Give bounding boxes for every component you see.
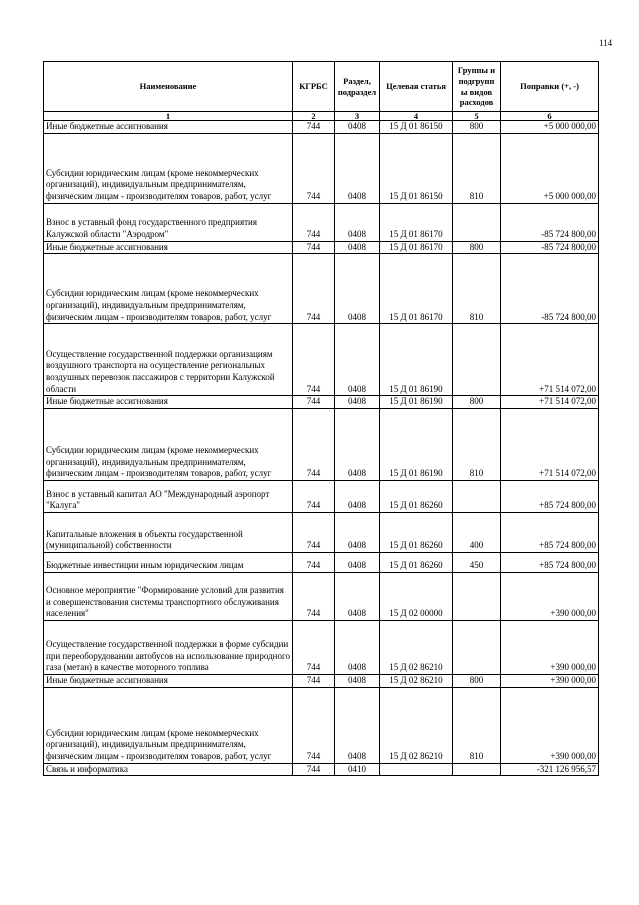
row-group-cell <box>453 573 501 621</box>
row-amount-cell: +390 000,00 <box>501 687 599 763</box>
column-number: 1 <box>44 112 293 121</box>
row-name-cell: Взнос в уставный капитал АО "Международный аэропорт "Калуга" <box>44 481 293 513</box>
table-row <box>44 553 599 573</box>
row-amount-cell: -85 724 800,00 <box>501 254 599 324</box>
row-name-cell: Субсидии юридическим лицам (кроме некоммерческих организаций), индивидуальным предпринимателям, физическим лицам - производителям товаров, работ, услуг <box>44 409 293 481</box>
row-amount-cell: +85 724 800,00 <box>501 553 599 573</box>
row-section-cell: 0408 <box>335 573 380 621</box>
table-row <box>44 409 599 481</box>
row-article-cell: 15 Д 01 86190 <box>380 409 453 481</box>
table-row <box>44 573 599 621</box>
row-section-cell: 0408 <box>335 133 380 203</box>
row-group-cell: 810 <box>453 254 501 324</box>
row-kgrbs-cell: 744 <box>293 687 335 763</box>
row-article-cell: 15 Д 01 86150 <box>380 133 453 203</box>
row-article-cell: 15 Д 01 86260 <box>380 553 453 573</box>
table-row <box>44 763 599 776</box>
column-number: 6 <box>501 112 599 121</box>
row-kgrbs-cell: 744 <box>293 513 335 553</box>
table-row <box>44 324 599 396</box>
row-group-cell: 810 <box>453 133 501 203</box>
table-row <box>44 687 599 763</box>
row-section-cell: 0408 <box>335 396 380 409</box>
row-group-cell <box>453 324 501 396</box>
row-section-cell: 0408 <box>335 324 380 396</box>
row-amount-cell: -85 724 800,00 <box>501 241 599 254</box>
row-group-cell: 400 <box>453 513 501 553</box>
row-name-cell: Субсидии юридическим лицам (кроме некоммерческих организаций), индивидуальным предпринимателям, физическим лицам - производителям товаров, работ, услуг <box>44 254 293 324</box>
row-kgrbs-cell: 744 <box>293 409 335 481</box>
row-kgrbs-cell: 744 <box>293 241 335 254</box>
row-name-cell: Субсидии юридическим лицам (кроме некоммерческих организаций), индивидуальным предпринимателям, физическим лицам - производителям товаров, работ, услуг <box>44 133 293 203</box>
budget-table <box>43 61 599 776</box>
row-section-cell: 0408 <box>335 409 380 481</box>
row-article-cell: 15 Д 01 86170 <box>380 203 453 241</box>
row-amount-cell: +390 000,00 <box>501 621 599 675</box>
row-amount-cell: +71 514 072,00 <box>501 324 599 396</box>
row-group-cell: 800 <box>453 121 501 134</box>
row-article-cell: 15 Д 01 86170 <box>380 254 453 324</box>
column-number-row <box>44 112 599 121</box>
row-article-cell <box>380 763 453 776</box>
row-group-cell <box>453 481 501 513</box>
row-article-cell: 15 Д 01 86190 <box>380 324 453 396</box>
table-row <box>44 621 599 675</box>
row-article-cell: 15 Д 01 86260 <box>380 481 453 513</box>
row-amount-cell: +71 514 072,00 <box>501 396 599 409</box>
row-kgrbs-cell: 744 <box>293 481 335 513</box>
column-header-group: Группы и подгрупп ы видов расходов <box>453 62 501 112</box>
table-row <box>44 481 599 513</box>
column-number: 3 <box>335 112 380 121</box>
row-section-cell: 0410 <box>335 763 380 776</box>
row-group-cell: 450 <box>453 553 501 573</box>
column-header-article: Целевая статья <box>380 62 453 112</box>
column-header-section: Раздел, подраздел <box>335 62 380 112</box>
row-article-cell: 15 Д 02 00000 <box>380 573 453 621</box>
row-group-cell <box>453 203 501 241</box>
row-article-cell: 15 Д 02 86210 <box>380 687 453 763</box>
row-amount-cell: +85 724 800,00 <box>501 481 599 513</box>
row-name-cell: Субсидии юридическим лицам (кроме некоммерческих организаций), индивидуальным предпринимателям, физическим лицам - производителям товаров, работ, услуг <box>44 687 293 763</box>
row-kgrbs-cell: 744 <box>293 621 335 675</box>
table-row <box>44 133 599 203</box>
row-group-cell <box>453 621 501 675</box>
row-group-cell: 810 <box>453 687 501 763</box>
row-kgrbs-cell: 744 <box>293 763 335 776</box>
row-kgrbs-cell: 744 <box>293 675 335 688</box>
row-section-cell: 0408 <box>335 513 380 553</box>
table-row <box>44 254 599 324</box>
row-group-cell <box>453 763 501 776</box>
row-section-cell: 0408 <box>335 203 380 241</box>
row-article-cell: 15 Д 01 86190 <box>380 396 453 409</box>
row-group-cell: 810 <box>453 409 501 481</box>
table-row <box>44 203 599 241</box>
row-section-cell: 0408 <box>335 621 380 675</box>
row-amount-cell: +390 000,00 <box>501 573 599 621</box>
row-name-cell: Иные бюджетные ассигнования <box>44 241 293 254</box>
row-kgrbs-cell: 744 <box>293 133 335 203</box>
page-number: 114 <box>599 38 613 48</box>
column-number: 5 <box>453 112 501 121</box>
table-row <box>44 396 599 409</box>
column-header-kgrbs: КГРБС <box>293 62 335 112</box>
row-name-cell: Иные бюджетные ассигнования <box>44 675 293 688</box>
column-header-name: Наименование <box>44 62 293 112</box>
table-row <box>44 241 599 254</box>
row-name-cell: Осуществление государственной поддержки в форме субсидии при переоборудовании автобусов на использование природного газа (метан) в качестве моторного топлива <box>44 621 293 675</box>
column-number: 4 <box>380 112 453 121</box>
row-amount-cell: +71 514 072,00 <box>501 409 599 481</box>
row-name-cell: Капитальные вложения в объекты государственной (муниципальной) собственности <box>44 513 293 553</box>
row-section-cell: 0408 <box>335 254 380 324</box>
row-section-cell: 0408 <box>335 481 380 513</box>
table-row <box>44 513 599 553</box>
column-number: 2 <box>293 112 335 121</box>
row-name-cell: Взнос в уставный фонд государственного предприятия Калужской области "Аэродром" <box>44 203 293 241</box>
row-section-cell: 0408 <box>335 675 380 688</box>
row-article-cell: 15 Д 01 86150 <box>380 121 453 134</box>
row-amount-cell: -321 126 956,57 <box>501 763 599 776</box>
row-kgrbs-cell: 744 <box>293 573 335 621</box>
row-amount-cell: +5 000 000,00 <box>501 121 599 134</box>
row-name-cell: Иные бюджетные ассигнования <box>44 396 293 409</box>
row-kgrbs-cell: 744 <box>293 553 335 573</box>
table-header-row <box>44 62 599 112</box>
row-section-cell: 0408 <box>335 241 380 254</box>
row-kgrbs-cell: 744 <box>293 254 335 324</box>
row-article-cell: 15 Д 01 86260 <box>380 513 453 553</box>
row-section-cell: 0408 <box>335 121 380 134</box>
row-name-cell: Иные бюджетные ассигнования <box>44 121 293 134</box>
row-article-cell: 15 Д 01 86170 <box>380 241 453 254</box>
row-group-cell: 800 <box>453 396 501 409</box>
row-name-cell: Бюджетные инвестиции иным юридическим лицам <box>44 553 293 573</box>
row-group-cell: 800 <box>453 241 501 254</box>
table-row <box>44 121 599 134</box>
row-amount-cell: +5 000 000,00 <box>501 133 599 203</box>
row-name-cell: Основное мероприятие "Формирование условий для развития и совершенствования системы транспортного обслуживания населения" <box>44 573 293 621</box>
row-name-cell: Осуществление государственной поддержки организациям воздушного транспорта на осуществление региональных воздушных перевозок пассажиров с территории Калужской области <box>44 324 293 396</box>
row-article-cell: 15 Д 02 86210 <box>380 621 453 675</box>
row-section-cell: 0408 <box>335 553 380 573</box>
row-group-cell: 800 <box>453 675 501 688</box>
row-kgrbs-cell: 744 <box>293 324 335 396</box>
row-amount-cell: +390 000,00 <box>501 675 599 688</box>
row-kgrbs-cell: 744 <box>293 396 335 409</box>
row-name-cell: Связь и информатика <box>44 763 293 776</box>
row-amount-cell: -85 724 800,00 <box>501 203 599 241</box>
row-amount-cell: +85 724 800,00 <box>501 513 599 553</box>
column-header-amount: Поправки (+, -) <box>501 62 599 112</box>
row-section-cell: 0408 <box>335 687 380 763</box>
table-row <box>44 675 599 688</box>
row-article-cell: 15 Д 02 86210 <box>380 675 453 688</box>
row-kgrbs-cell: 744 <box>293 203 335 241</box>
row-kgrbs-cell: 744 <box>293 121 335 134</box>
